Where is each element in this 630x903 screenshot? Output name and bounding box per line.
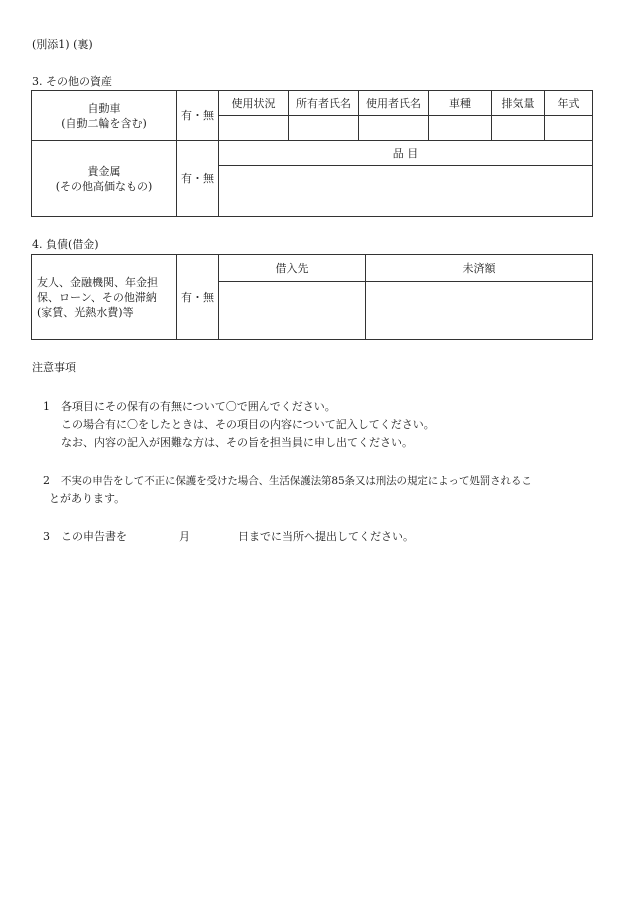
note1-line3: なお、内容の記入が困難な方は、その旨を担当員に申し出てください。: [61, 436, 413, 449]
col-displacement: 排気量: [492, 91, 545, 116]
displacement-input[interactable]: [492, 116, 545, 141]
page-header-label: (別添1) (裏): [32, 38, 93, 51]
note1-number: 1: [43, 400, 50, 413]
debt-table: [31, 254, 593, 340]
outstanding-input[interactable]: [366, 282, 593, 340]
col-model-year: 年式: [545, 91, 593, 116]
note1-line2: この場合有に〇をしたときは、その項目の内容について記入してください。: [61, 418, 435, 431]
note3-part1: この申告書を: [61, 530, 127, 543]
col-owner-name: 所有者氏名: [289, 91, 359, 116]
metal-label-line2: (その他高価なもの): [55, 179, 153, 193]
col-usage-status: 使用状況: [219, 91, 289, 116]
note3-day-blank[interactable]: [192, 530, 236, 544]
col-car-type: 車種: [429, 91, 492, 116]
owner-name-input[interactable]: [289, 116, 359, 141]
item-input[interactable]: [219, 166, 593, 217]
note2-line1: 不実の申告をして不正に保護を受けた場合、生活保護法第85条又は刑法の規定によって処罰されるこ: [61, 475, 532, 487]
car-yes-no[interactable]: 有・無: [177, 91, 219, 141]
section4-title: 4. 負債(借金): [32, 238, 99, 251]
col-lender: 借入先: [219, 255, 366, 282]
metal-label-cell: [32, 141, 177, 217]
notes-title: 注意事項: [32, 361, 76, 374]
note3-part2: 月: [179, 530, 190, 543]
car-type-input[interactable]: [429, 116, 492, 141]
note2-number: 2: [43, 474, 50, 487]
debt-label-line2: 保、ローン、その他滞納: [37, 290, 157, 304]
model-year-input[interactable]: [545, 116, 593, 141]
col-item: 品 目: [219, 141, 593, 166]
debt-label-line1: 友人、金融機関、年金担: [37, 275, 158, 289]
note1-line1: 各項目にその保有の有無について〇で囲んでください。: [61, 400, 336, 413]
lender-input[interactable]: [219, 282, 366, 340]
col-outstanding: 未済額: [366, 255, 593, 282]
other-assets-table: [31, 90, 593, 217]
debt-yes-no[interactable]: 有・無: [177, 255, 219, 340]
metal-label-line1: 貴金属: [87, 164, 121, 178]
debt-label-cell: [32, 255, 177, 340]
debt-label-line3: (家賃、光熱水費)等: [37, 305, 134, 319]
note2-line2: とがあります。: [49, 492, 126, 505]
user-name-input[interactable]: [359, 116, 429, 141]
note3-part3: 日までに当所へ提出してください。: [238, 530, 414, 543]
car-label-line2: (自動二輪を含む): [61, 116, 147, 130]
car-label-line1: 自動車: [87, 101, 121, 115]
usage-status-input[interactable]: [219, 116, 289, 141]
note3-month-blank[interactable]: [130, 530, 176, 544]
section3-title: 3. その他の資産: [32, 75, 112, 88]
metal-yes-no[interactable]: 有・無: [177, 141, 219, 217]
col-user-name: 使用者氏名: [359, 91, 429, 116]
note3-number: 3: [43, 530, 50, 543]
car-label-cell: [32, 91, 177, 141]
